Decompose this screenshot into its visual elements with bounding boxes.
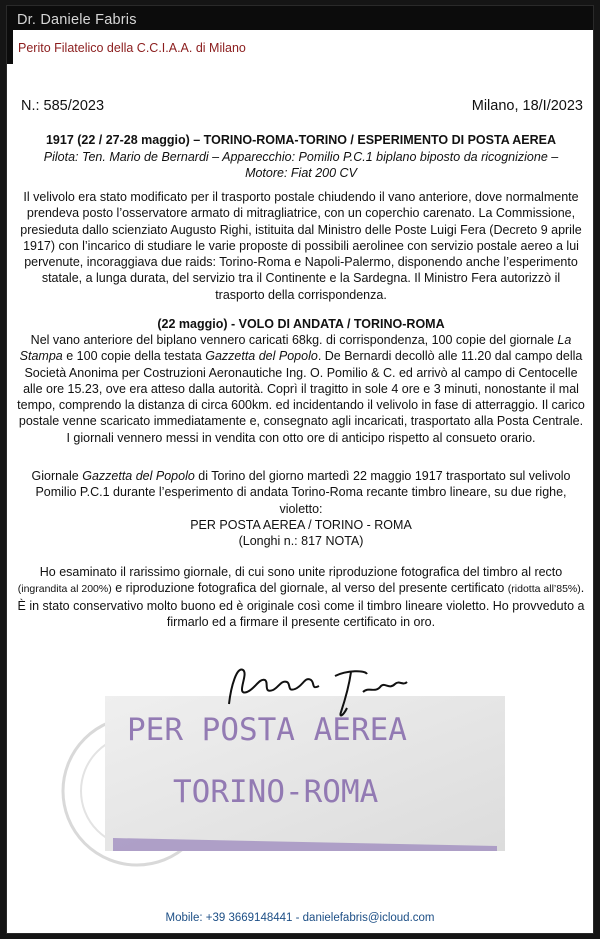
expert-name: Dr. Daniele Fabris: [17, 12, 137, 28]
place-date: Milano, 18/I/2023: [471, 98, 583, 114]
flight-text-3: e 100 copie della testata: [62, 349, 206, 364]
intro-paragraph: Il velivolo era stato modificato per il trasporto postale chiudendo il vano anteriore, dove normalmente prendeva posto l’osservatore armato di mitragliatrice, con un coperchio carenato. La Commissione, presieduta dallo scienziato Augusto Righi, istituita dal Ministro delle Poste Luigi Fera (Decreto 9 aprile 1917) con l’incarico di studiare le varie proposte di possibili aerolinee con servizio postale aereo a lui pervenute, incoraggiava due raids: Torino-Roma e Napoli-Palermo, disponendo anche l’esperimento statale, a lunga durata, del servizio tra il Continente e la Sardegna. Il Ministro Fera autorizzò il trasporto della corrispondenza.: [20, 190, 582, 302]
signature: [217, 656, 417, 726]
item-text-b: Gazzetta del Popolo: [82, 469, 195, 483]
item-text-c: di Torino del giorno martedì 22 maggio 1917 trasportato sul velivolo Pomilio P.C.1 durante l’esperimento di andata Torino-Roma recante timbro lineare, su due righe, violetto:: [35, 469, 571, 516]
certificate-page: [6, 5, 594, 934]
flight-text-1: Nel vano anteriore del biplano vennero caricati 68kg. di corrispondenza, 100 copie del giornale: [30, 333, 558, 347]
item-stamp-text: PER POSTA AEREA / TORINO - ROMA: [190, 517, 412, 532]
contact-footer: Mobile: +39 3669148441 - danielefabris@icloud.com: [165, 912, 435, 924]
header-band-edge: [7, 6, 13, 64]
closing-text-e: . È in stato conservativo molto buono ed è originale così come il timbro lineare violetto. Ho provveduto a firmarlo ed a firmare il presente certificato in oro.: [17, 581, 585, 629]
closing-paragraph: [17, 564, 585, 630]
pilot-line: Pilota: Ten. Mario de Bernardi – Apparecchio: Pomilio P.C.1 biplano biposto da ricognizione – Motore: Fiat 200 CV: [43, 150, 559, 181]
closing-text-d: (ridotta all’85%): [507, 583, 581, 596]
flight-text-4: Gazzetta del Popolo: [205, 349, 318, 364]
closing-text-a: Ho esaminato il rarissimo giornale, di cui sono unite riproduzione fotografica del timbro al recto: [39, 565, 563, 579]
closing-text-b: (ingrandita al 200%): [17, 583, 112, 596]
flight-text-5: . De Bernardi decollò alle 11.20 dal campo della Società Anonima per Costruzioni Aeronautiche Ing. O. Pomilio & C. ed arrivò al campo di Centocelle alle ore 15.23, ove era atteso dalla autorità. Coprì il tragitto in sole 4 ore e 3 minuti, nonostante il mal tempo, comprendo la distanza di circa 600km. ed incidentando il velivolo in fase di atterraggio. Il carico postale venne scaricato immediatamente e, consegnato agli incaricati, trasportato alla Posta Centrale. I giornali vennero messi in vendita con otto ore di anticipo rispetto al consueto orario.: [17, 349, 585, 445]
flight-text-2: La Stampa: [19, 333, 572, 364]
expert-role: Perito Filatelico della C.C.I.A.A. di Milano: [18, 41, 246, 55]
item-catalog: (Longhi n.: 817 NOTA): [238, 534, 364, 549]
flight-paragraph: [17, 332, 585, 446]
item-paragraph: [17, 468, 585, 549]
flight-heading: (22 maggio) - VOLO DI ANDATA / TORINO-ROMA: [157, 317, 445, 331]
title-line: 1917 (22 / 27-28 maggio) – TORINO-ROMA-TORINO / ESPERIMENTO DI POSTA AEREA: [45, 133, 557, 147]
certificate-number: N.: 585/2023: [21, 98, 105, 114]
item-text-a: Giornale: [31, 469, 83, 483]
stamp-line-2: TORINO-ROMA: [173, 774, 379, 810]
stamp-line-1: PER POSTA AEREA: [127, 712, 407, 748]
closing-text-c: e riproduzione fotografica del giornale, al verso del presente certificato: [111, 581, 508, 596]
